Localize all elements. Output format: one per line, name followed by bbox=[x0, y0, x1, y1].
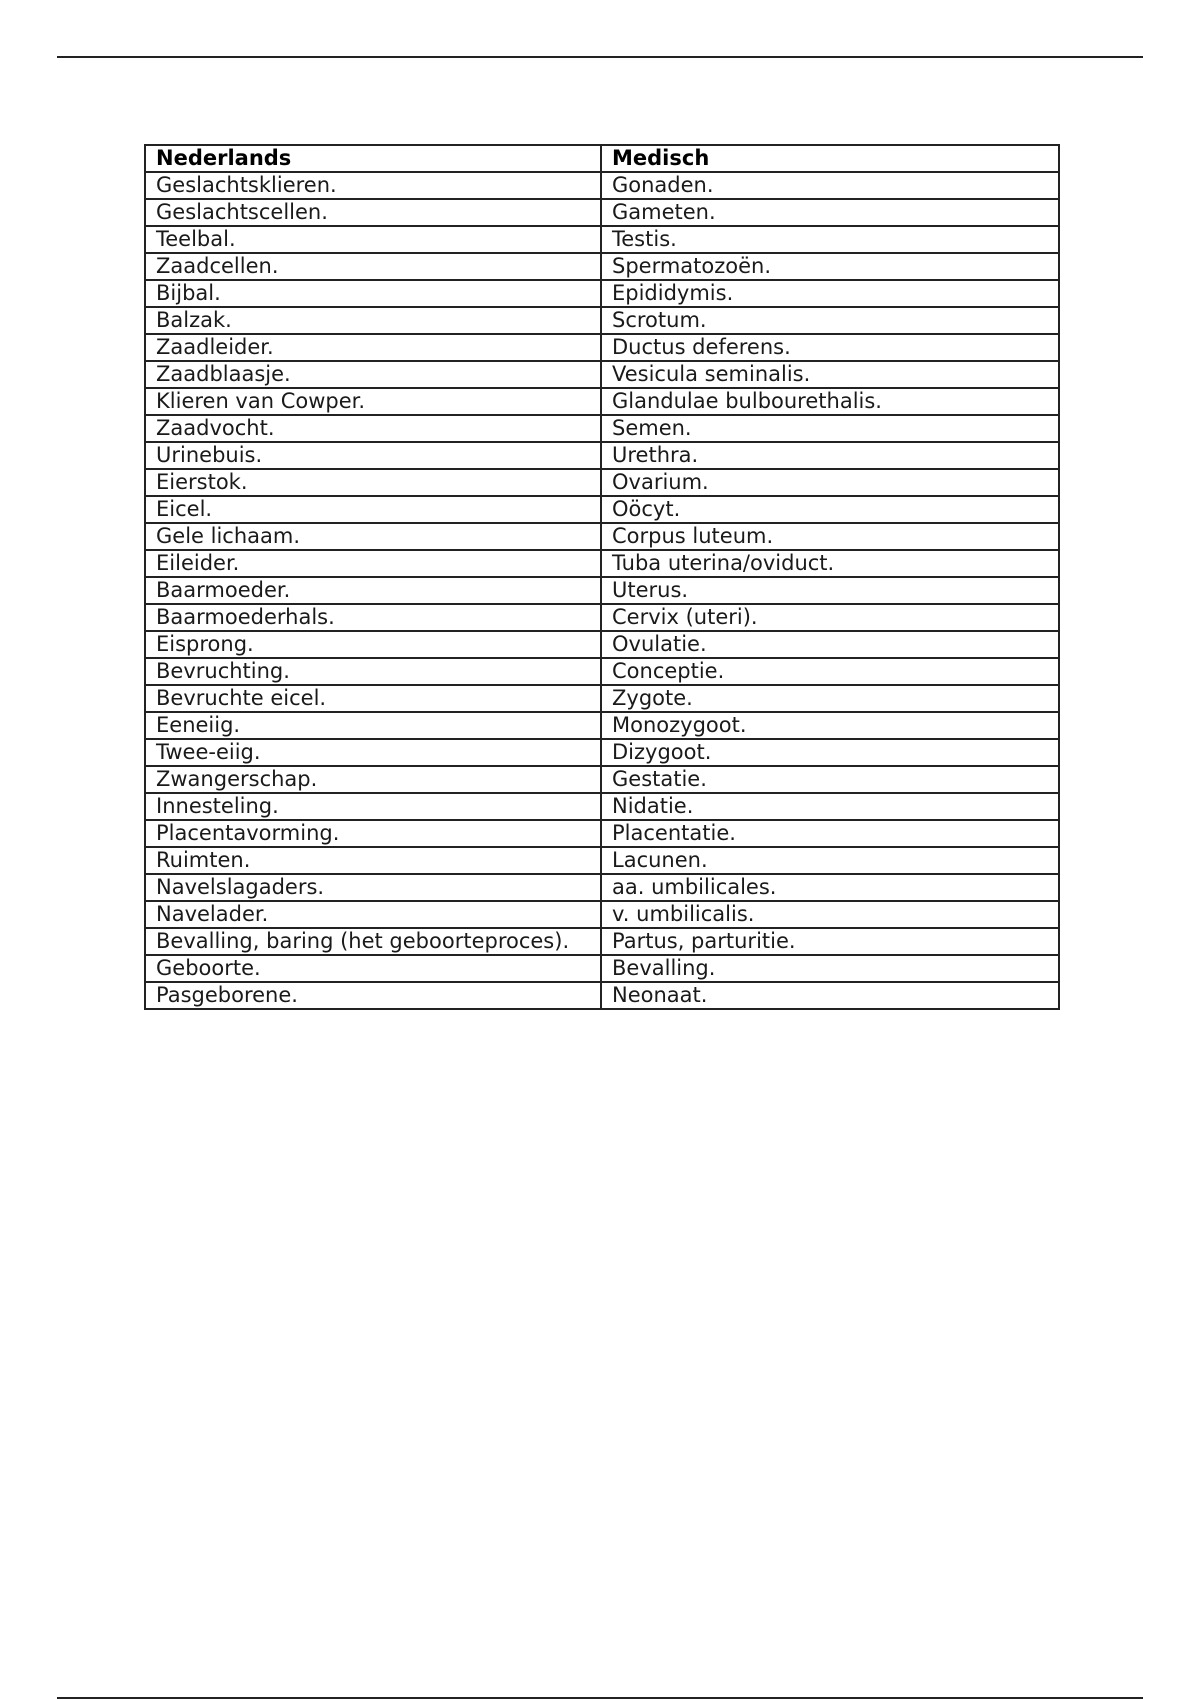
medical-term-cell: Zygote. bbox=[601, 685, 1059, 712]
medical-term-cell: aa. umbilicales. bbox=[601, 874, 1059, 901]
footer-rule bbox=[57, 1697, 1143, 1699]
table-row bbox=[145, 658, 1059, 685]
dutch-term-cell: Bevruchting. bbox=[145, 658, 601, 685]
medical-term-cell: Ovarium. bbox=[601, 469, 1059, 496]
table-row bbox=[145, 307, 1059, 334]
medical-term-cell: Placentatie. bbox=[601, 820, 1059, 847]
dutch-term-cell: Geslachtsklieren. bbox=[145, 172, 601, 199]
table-row bbox=[145, 820, 1059, 847]
dutch-term-cell: Gele lichaam. bbox=[145, 523, 601, 550]
table-row bbox=[145, 361, 1059, 388]
medical-term-cell: Scrotum. bbox=[601, 307, 1059, 334]
table-row bbox=[145, 604, 1059, 631]
table-row bbox=[145, 712, 1059, 739]
medical-term-cell: Bevalling. bbox=[601, 955, 1059, 982]
dutch-term-cell: Eisprong. bbox=[145, 631, 601, 658]
dutch-term-cell: Eeneiig. bbox=[145, 712, 601, 739]
table-row bbox=[145, 955, 1059, 982]
table-row bbox=[145, 793, 1059, 820]
column-header-nederlands: Nederlands bbox=[145, 145, 601, 172]
table-row bbox=[145, 631, 1059, 658]
medical-term-cell: Spermatozoën. bbox=[601, 253, 1059, 280]
table-row bbox=[145, 415, 1059, 442]
medical-term-cell: Tuba uterina/oviduct. bbox=[601, 550, 1059, 577]
medical-term-cell: Conceptie. bbox=[601, 658, 1059, 685]
dutch-term-cell: Eicel. bbox=[145, 496, 601, 523]
medical-term-cell: Cervix (uteri). bbox=[601, 604, 1059, 631]
dutch-term-cell: Geboorte. bbox=[145, 955, 601, 982]
medical-term-cell: Nidatie. bbox=[601, 793, 1059, 820]
table-row bbox=[145, 685, 1059, 712]
table-row bbox=[145, 901, 1059, 928]
dutch-term-cell: Innesteling. bbox=[145, 793, 601, 820]
medical-term-cell: Monozygoot. bbox=[601, 712, 1059, 739]
table-row bbox=[145, 523, 1059, 550]
dutch-term-cell: Zaadblaasje. bbox=[145, 361, 601, 388]
dutch-term-cell: Twee-eiig. bbox=[145, 739, 601, 766]
medical-term-cell: Uterus. bbox=[601, 577, 1059, 604]
medical-term-cell: Glandulae bulbourethalis. bbox=[601, 388, 1059, 415]
table-row bbox=[145, 280, 1059, 307]
dutch-term-cell: Klieren van Cowper. bbox=[145, 388, 601, 415]
medical-term-cell: Dizygoot. bbox=[601, 739, 1059, 766]
dutch-term-cell: Bijbal. bbox=[145, 280, 601, 307]
vocabulary-table bbox=[144, 144, 1060, 1010]
column-header-medisch: Medisch bbox=[601, 145, 1059, 172]
medical-term-cell: Testis. bbox=[601, 226, 1059, 253]
medical-term-cell: v. umbilicalis. bbox=[601, 901, 1059, 928]
medical-term-cell: Gameten. bbox=[601, 199, 1059, 226]
dutch-term-cell: Navelader. bbox=[145, 901, 601, 928]
medical-term-cell: Epididymis. bbox=[601, 280, 1059, 307]
table-row bbox=[145, 847, 1059, 874]
medical-term-cell: Corpus luteum. bbox=[601, 523, 1059, 550]
table-row bbox=[145, 172, 1059, 199]
medical-term-cell: Lacunen. bbox=[601, 847, 1059, 874]
dutch-term-cell: Zaadcellen. bbox=[145, 253, 601, 280]
table-row bbox=[145, 739, 1059, 766]
dutch-term-cell: Placentavorming. bbox=[145, 820, 601, 847]
table-row bbox=[145, 469, 1059, 496]
dutch-term-cell: Bevalling, baring (het geboorteproces). bbox=[145, 928, 601, 955]
medical-term-cell: Neonaat. bbox=[601, 982, 1059, 1009]
table-row bbox=[145, 982, 1059, 1009]
dutch-term-cell: Teelbal. bbox=[145, 226, 601, 253]
table-row bbox=[145, 874, 1059, 901]
medical-term-cell: Oöcyt. bbox=[601, 496, 1059, 523]
table-row bbox=[145, 388, 1059, 415]
medical-term-cell: Urethra. bbox=[601, 442, 1059, 469]
dutch-term-cell: Eierstok. bbox=[145, 469, 601, 496]
dutch-term-cell: Baarmoederhals. bbox=[145, 604, 601, 631]
table-row bbox=[145, 226, 1059, 253]
medical-term-cell: Vesicula seminalis. bbox=[601, 361, 1059, 388]
header-row bbox=[145, 145, 1059, 172]
medical-term-cell: Semen. bbox=[601, 415, 1059, 442]
table-row bbox=[145, 550, 1059, 577]
dutch-term-cell: Zwangerschap. bbox=[145, 766, 601, 793]
dutch-term-cell: Eileider. bbox=[145, 550, 601, 577]
header-rule bbox=[57, 56, 1143, 58]
dutch-term-cell: Zaadvocht. bbox=[145, 415, 601, 442]
dutch-term-cell: Geslachtscellen. bbox=[145, 199, 601, 226]
table-row bbox=[145, 766, 1059, 793]
medical-term-cell: Gestatie. bbox=[601, 766, 1059, 793]
table-row bbox=[145, 253, 1059, 280]
table-row bbox=[145, 577, 1059, 604]
dutch-term-cell: Baarmoeder. bbox=[145, 577, 601, 604]
dutch-term-cell: Urinebuis. bbox=[145, 442, 601, 469]
dutch-term-cell: Navelslagaders. bbox=[145, 874, 601, 901]
table-row bbox=[145, 496, 1059, 523]
dutch-term-cell: Ruimten. bbox=[145, 847, 601, 874]
dutch-term-cell: Balzak. bbox=[145, 307, 601, 334]
dutch-term-cell: Pasgeborene. bbox=[145, 982, 601, 1009]
medical-term-cell: Partus, parturitie. bbox=[601, 928, 1059, 955]
table-row bbox=[145, 442, 1059, 469]
table-row bbox=[145, 334, 1059, 361]
table-body bbox=[145, 172, 1059, 1009]
table-row bbox=[145, 199, 1059, 226]
medical-term-cell: Ductus deferens. bbox=[601, 334, 1059, 361]
table-header bbox=[145, 145, 1059, 172]
dutch-term-cell: Bevruchte eicel. bbox=[145, 685, 601, 712]
dutch-term-cell: Zaadleider. bbox=[145, 334, 601, 361]
medical-term-cell: Gonaden. bbox=[601, 172, 1059, 199]
table-row bbox=[145, 928, 1059, 955]
medical-term-cell: Ovulatie. bbox=[601, 631, 1059, 658]
